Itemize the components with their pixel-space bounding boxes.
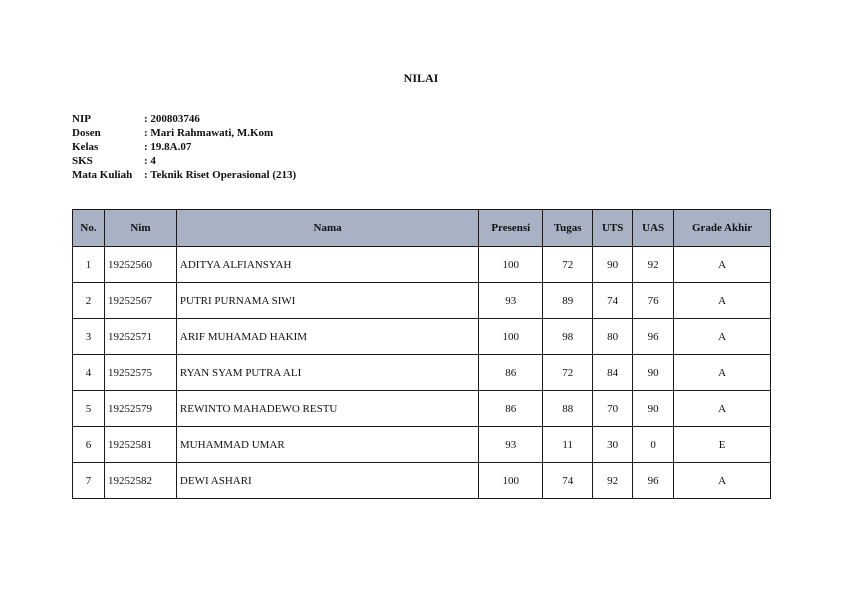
cell-uas: 0 (633, 427, 674, 463)
cell-uas: 76 (633, 283, 674, 319)
cell-presensi: 86 (479, 391, 543, 427)
cell-presensi: 100 (479, 319, 543, 355)
cell-grade: A (674, 247, 771, 283)
cell-uas: 90 (633, 355, 674, 391)
cell-presensi: 86 (479, 355, 543, 391)
column-header-presensi: Presensi (479, 210, 543, 247)
page-title: NILAI (403, 71, 439, 85)
cell-nama: PUTRI PURNAMA SIWI (176, 283, 478, 319)
info-label: SKS (72, 155, 93, 167)
info-row-nip (72, 112, 296, 126)
cell-nama: ARIF MUHAMAD HAKIM (176, 319, 478, 355)
cell-nim: 19252579 (104, 391, 176, 427)
column-header-grade: Grade Akhir (674, 210, 771, 247)
cell-tugas: 72 (543, 355, 593, 391)
info-row-dosen (72, 126, 296, 140)
info-row-mata-kuliah (72, 168, 296, 182)
cell-no: 6 (73, 427, 105, 463)
column-header-uas: UAS (633, 210, 674, 247)
table-row (73, 247, 771, 283)
cell-nama: REWINTO MAHADEWO RESTU (176, 391, 478, 427)
cell-no: 7 (73, 463, 105, 499)
cell-uts: 90 (593, 247, 633, 283)
cell-uas: 96 (633, 319, 674, 355)
cell-grade: A (674, 391, 771, 427)
cell-no: 3 (73, 319, 105, 355)
cell-no: 1 (73, 247, 105, 283)
info-value: : 4 (144, 155, 156, 167)
info-value: : Mari Rahmawati, M.Kom (144, 127, 274, 139)
cell-nama: ADITYA ALFIANSYAH (176, 247, 478, 283)
cell-presensi: 93 (479, 283, 543, 319)
cell-uts: 80 (593, 319, 633, 355)
cell-grade: E (674, 427, 771, 463)
cell-uts: 84 (593, 355, 633, 391)
cell-no: 4 (73, 355, 105, 391)
cell-nim: 19252575 (104, 355, 176, 391)
cell-uts: 70 (593, 391, 633, 427)
cell-tugas: 74 (543, 463, 593, 499)
cell-grade: A (674, 463, 771, 499)
cell-nama: RYAN SYAM PUTRA ALI (176, 355, 478, 391)
cell-presensi: 100 (479, 463, 543, 499)
cell-tugas: 89 (543, 283, 593, 319)
column-header-no: No. (73, 210, 105, 247)
cell-uas: 96 (633, 463, 674, 499)
column-header-nama: Nama (176, 210, 478, 247)
info-label: Mata Kuliah (72, 169, 133, 181)
cell-nim: 19252582 (104, 463, 176, 499)
table-row (73, 463, 771, 499)
info-label: NIP (72, 113, 91, 125)
column-header-uts: UTS (593, 210, 633, 247)
cell-uts: 74 (593, 283, 633, 319)
column-header-nim: Nim (104, 210, 176, 247)
info-row-kelas (72, 140, 296, 154)
table-row (73, 283, 771, 319)
cell-no: 2 (73, 283, 105, 319)
cell-no: 5 (73, 391, 105, 427)
column-header-tugas: Tugas (543, 210, 593, 247)
table-row (73, 355, 771, 391)
cell-uts: 92 (593, 463, 633, 499)
cell-nim: 19252581 (104, 427, 176, 463)
info-label: Dosen (72, 127, 101, 139)
cell-nim: 19252567 (104, 283, 176, 319)
cell-grade: A (674, 319, 771, 355)
cell-grade: A (674, 355, 771, 391)
info-row-sks (72, 154, 296, 168)
cell-uas: 92 (633, 247, 674, 283)
info-value: : 200803746 (144, 113, 200, 125)
info-label: Kelas (72, 141, 99, 153)
info-value: : Teknik Riset Operasional (213) (144, 169, 297, 181)
cell-nim: 19252560 (104, 247, 176, 283)
cell-tugas: 11 (543, 427, 593, 463)
table-header-row (73, 210, 771, 247)
cell-nama: DEWI ASHARI (176, 463, 478, 499)
cell-grade: A (674, 283, 771, 319)
course-info (72, 112, 296, 182)
cell-uas: 90 (633, 391, 674, 427)
table-row (73, 319, 771, 355)
cell-uts: 30 (593, 427, 633, 463)
cell-presensi: 93 (479, 427, 543, 463)
cell-tugas: 88 (543, 391, 593, 427)
info-value: : 19.8A.07 (144, 141, 192, 153)
cell-nim: 19252571 (104, 319, 176, 355)
table-row (73, 427, 771, 463)
table-row (73, 391, 771, 427)
grades-table (72, 209, 771, 499)
cell-tugas: 72 (543, 247, 593, 283)
cell-tugas: 98 (543, 319, 593, 355)
cell-nama: MUHAMMAD UMAR (176, 427, 478, 463)
cell-presensi: 100 (479, 247, 543, 283)
